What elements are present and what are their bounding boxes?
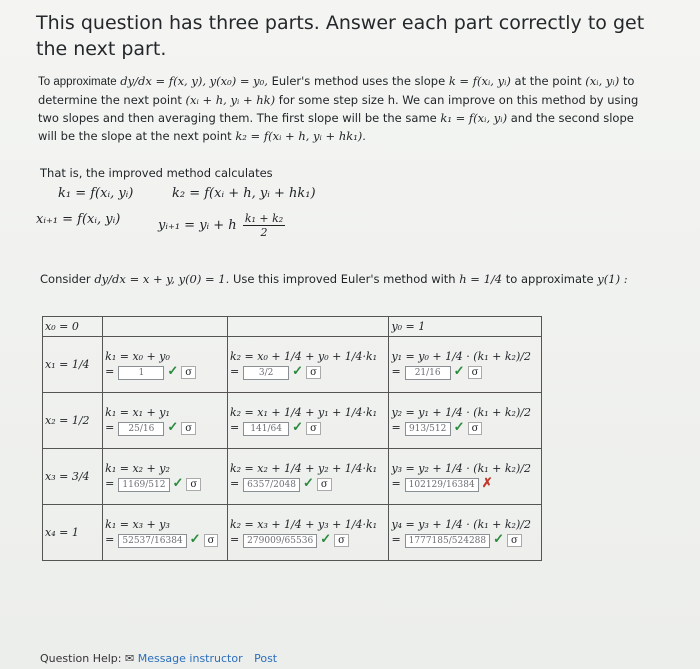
k1-cell: k₁ = x₀ + y₀ = 1 ✓ σ: [103, 337, 228, 393]
intro-text-6: and the second slope will be the slope at the next point: [38, 111, 634, 143]
k2-cell: k₂ = x₂ + 1/4 + y₂ + 1/4·k₁ = 6357/2048 ✓ σ: [227, 449, 388, 505]
intro-text-1: To approximate: [38, 76, 117, 88]
k1-cell: k₁ = x₃ + y₃ = 52537/16384 ✓ σ: [103, 505, 228, 561]
intro-text-3: at the point: [514, 74, 586, 88]
y-formula: y₂ = y₁ + 1/4 · (k₁ + k₂)/2: [391, 405, 531, 419]
k1-answer-input[interactable]: 1: [118, 366, 164, 380]
k2-cell: k₂ = x₁ + 1/4 + y₁ + 1/4·k₁ = 141/64 ✓ σ: [227, 393, 388, 449]
y-answer-input[interactable]: 102129/16384: [405, 478, 479, 492]
check-icon: ✓: [493, 531, 505, 547]
k2-answer-input[interactable]: 6357/2048: [243, 478, 300, 492]
formula-y-next: [158, 212, 287, 239]
blank-cell: [103, 317, 228, 337]
sigma-button[interactable]: σ: [334, 534, 349, 547]
formula-y-next-frac: [243, 212, 285, 239]
sigma-button[interactable]: σ: [468, 422, 483, 435]
sigma-button[interactable]: σ: [317, 478, 332, 491]
question-title: This question has three parts. Answer each part correctly to get the next part.: [36, 12, 645, 60]
sigma-button[interactable]: σ: [181, 366, 196, 379]
check-icon: ✓: [453, 363, 465, 379]
check-icon: ✓: [167, 419, 179, 435]
consider-text-2: Use this improved Euler's method with: [232, 272, 460, 286]
k2-formula: k₂ = x₂ + 1/4 + y₂ + 1/4·k₁: [229, 461, 378, 475]
formula-frac-den: 2: [260, 226, 268, 239]
consider-text-3: to approximate: [505, 272, 598, 286]
k2-cell: k₂ = x₀ + 1/4 + y₀ + 1/4·k₁ = 3/2 ✓ σ: [227, 337, 388, 393]
improved-label: That is, the improved method calculates: [40, 166, 273, 180]
intro-text-2: Euler's method uses the slope: [271, 74, 449, 88]
table-header-row: [43, 317, 542, 337]
blank-cell: [227, 317, 388, 337]
intro-dydx: dy/dx: [120, 74, 152, 88]
x0-cell: x₀ = 0: [43, 317, 103, 337]
k2-answer-input[interactable]: 3/2: [243, 366, 289, 380]
question-help-bar: [40, 652, 277, 665]
k2-cell: k₂ = x₃ + 1/4 + y₃ + 1/4·k₁ = 279009/65536 ✓ σ: [227, 505, 388, 561]
formula-k1: k₁ = f(xᵢ, yᵢ): [58, 186, 134, 201]
k1-cell: k₁ = x₂ + y₂ = 1169/512 ✓ σ: [103, 449, 228, 505]
consider-dydx: dy/dx: [94, 272, 126, 286]
check-icon: ✓: [292, 363, 304, 379]
y0-cell: y₀ = 1: [389, 317, 542, 337]
intro-k1def: k₁ = f(xᵢ, yᵢ): [440, 111, 508, 125]
y-answer-input[interactable]: 21/16: [405, 366, 451, 380]
intro-paragraph: [38, 72, 653, 145]
post-link[interactable]: Post: [254, 652, 278, 665]
intro-ode: = f(x, y), y(x₀) = y₀,: [155, 74, 268, 88]
y-cell: y₄ = y₃ + 1/4 · (k₁ + k₂)/2 = 1777185/524288 ✓ σ: [389, 505, 542, 561]
y-cell: y₃ = y₂ + 1/4 · (k₁ + k₂)/2 = 102129/16384 ✗: [389, 449, 542, 505]
k2-formula: k₂ = x₃ + 1/4 + y₃ + 1/4·k₁: [229, 517, 378, 531]
check-icon: ✓: [303, 475, 314, 491]
sigma-button[interactable]: σ: [204, 534, 219, 547]
x-cell: x₄ = 1: [43, 505, 103, 561]
message-instructor-link[interactable]: Message instructor: [137, 652, 243, 665]
table-row: [43, 505, 542, 561]
sigma-button[interactable]: σ: [306, 422, 321, 435]
formula-y-next-lhs: yᵢ₊₁ = yᵢ + h: [158, 218, 237, 233]
wrong-icon: ✗: [481, 475, 493, 491]
y-answer-input[interactable]: 913/512: [405, 422, 451, 436]
k2-answer-input[interactable]: 279009/65536: [243, 534, 317, 548]
k1-formula: k₁ = x₁ + y₁: [105, 405, 170, 419]
improved-euler-table: [42, 316, 542, 561]
formula-k2: k₂ = f(xᵢ + h, yᵢ + hk₁): [172, 186, 316, 201]
k1-formula: k₁ = x₃ + y₃: [105, 517, 170, 531]
sigma-button[interactable]: σ: [507, 534, 522, 547]
k1-formula: k₁ = x₂ + y₂: [105, 461, 170, 475]
y-formula: y₄ = y₃ + 1/4 · (k₁ + k₂)/2: [391, 517, 531, 531]
y-answer-input[interactable]: 1777185/524288: [405, 534, 490, 548]
intro-text-5: for some step size h. We can improve on this method by using two slopes and then averaging them. The first slope will be the same: [38, 93, 639, 125]
check-icon: ✓: [189, 531, 201, 547]
y-formula: y₁ = y₀ + 1/4 · (k₁ + k₂)/2: [391, 349, 531, 363]
y-cell: y₂ = y₁ + 1/4 · (k₁ + k₂)/2 = 913/512 ✓ σ: [389, 393, 542, 449]
consider-target: y(1) :: [597, 272, 628, 286]
k1-answer-input[interactable]: 25/16: [118, 422, 164, 436]
message-icon: ✉: [124, 652, 135, 665]
table-row: [43, 337, 542, 393]
intro-k2def: k₂ = f(xᵢ + h, yᵢ + hk₁).: [235, 129, 366, 143]
question-help-label: Question Help:: [40, 652, 122, 665]
formula-x-next: xᵢ₊₁ = f(xᵢ, yᵢ): [36, 212, 121, 227]
sigma-button[interactable]: σ: [186, 478, 201, 491]
table-row: [43, 449, 542, 505]
k1-cell: k₁ = x₁ + y₁ = 25/16 ✓ σ: [103, 393, 228, 449]
k2-answer-input[interactable]: 141/64: [243, 422, 289, 436]
consider-ode: = x + y, y(0) = 1.: [129, 272, 230, 286]
consider-line: [40, 272, 670, 286]
intro-next: (xᵢ + h, yᵢ + hk): [185, 93, 276, 107]
intro-slope: k = f(xᵢ, yᵢ): [448, 74, 511, 88]
check-icon: ✓: [453, 419, 465, 435]
x-cell: x₃ = 3/4: [43, 449, 103, 505]
check-icon: ✓: [167, 363, 179, 379]
check-icon: ✓: [320, 531, 332, 547]
consider-h: h = 1/4: [459, 272, 503, 286]
intro-point: (xᵢ, yᵢ): [585, 74, 620, 88]
k1-formula: k₁ = x₀ + y₀: [105, 349, 170, 363]
k1-answer-input[interactable]: 1169/512: [118, 478, 169, 492]
formula-frac-num: k₁ + k₂: [244, 212, 284, 225]
k2-formula: k₂ = x₀ + 1/4 + y₀ + 1/4·k₁: [229, 349, 378, 363]
k1-answer-input[interactable]: 52537/16384: [118, 534, 186, 548]
y-formula: y₃ = y₂ + 1/4 · (k₁ + k₂)/2: [391, 461, 531, 475]
k2-formula: k₂ = x₁ + 1/4 + y₁ + 1/4·k₁: [229, 405, 378, 419]
consider-text-1: Consider: [40, 272, 91, 286]
check-icon: ✓: [292, 419, 304, 435]
intro-text-4: to determine the next point: [38, 74, 635, 107]
sigma-button[interactable]: σ: [468, 366, 483, 379]
sigma-button[interactable]: σ: [181, 422, 196, 435]
check-icon: ✓: [172, 475, 184, 491]
x-cell: x₁ = 1/4: [43, 337, 103, 393]
x-cell: x₂ = 1/2: [43, 393, 103, 449]
sigma-button[interactable]: σ: [306, 366, 321, 379]
y-cell: y₁ = y₀ + 1/4 · (k₁ + k₂)/2 = 21/16 ✓ σ: [389, 337, 542, 393]
table-row: [43, 393, 542, 449]
